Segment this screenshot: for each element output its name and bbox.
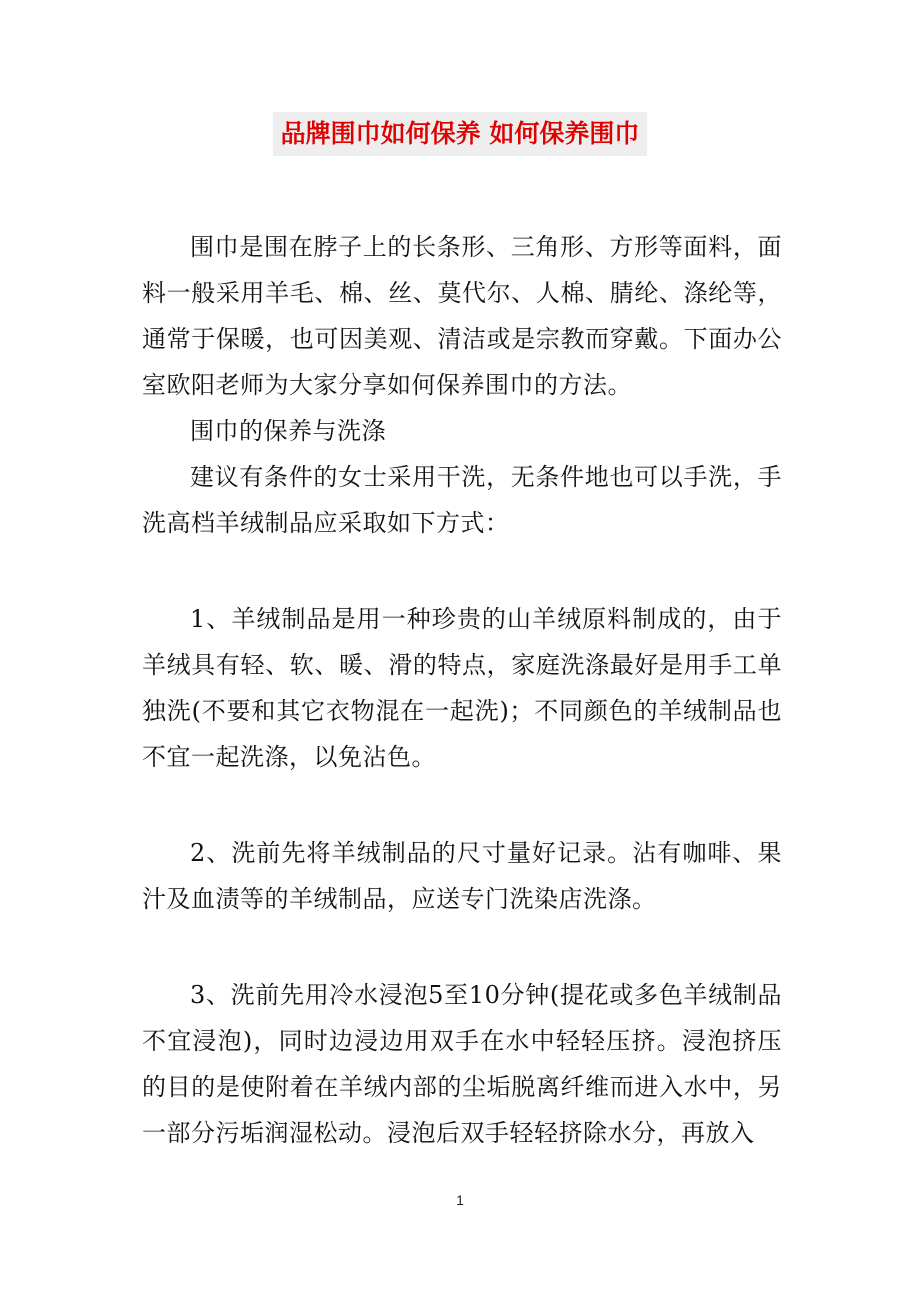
paragraph-item-2: 2、洗前先将羊绒制品的尺寸量好记录。沾有咖啡、果汁及血渍等的羊绒制品，应送专门洗染店洗涤。	[142, 839, 782, 913]
document-title: 品牌围巾如何保养 如何保养围巾	[273, 112, 648, 156]
page-number: 1	[456, 1192, 464, 1208]
document-body	[142, 224, 782, 1156]
paragraph-heading-care: 围巾的保养与洗涤	[190, 417, 386, 445]
document-title-bar	[0, 112, 920, 156]
paragraph-advice: 建议有条件的女士采用干洗，无条件地也可以手洗，手洗高档羊绒制品应采取如下方式：	[142, 463, 782, 537]
paragraph-item-3: 3、洗前先用冷水浸泡5至10分钟(提花或多色羊绒制品不宜浸泡)，同时边浸边用双手在水中轻轻压挤。浸泡挤压的目的是使附着在羊绒内部的尘垢脱离纤维而进入水中，另一部分污垢润湿松动。浸泡后双手轻轻挤除水分，再放入	[142, 981, 782, 1147]
paragraph-intro: 围巾是围在脖子上的长条形、三角形、方形等面料，面料一般采用羊毛、棉、丝、莫代尔、人棉、腈纶、涤纶等，通常于保暖，也可因美观、清洁或是宗教而穿戴。下面办公室欧阳老师为大家分享如何保养围巾的方法。	[142, 233, 782, 399]
paragraph-item-1: 1、羊绒制品是用一种珍贵的山羊绒原料制成的，由于羊绒具有轻、软、暖、滑的特点，家庭洗涤最好是用手工单独洗(不要和其它衣物混在一起洗)；不同颜色的羊绒制品也不宜一起洗涤，以免沾色。	[142, 605, 782, 771]
